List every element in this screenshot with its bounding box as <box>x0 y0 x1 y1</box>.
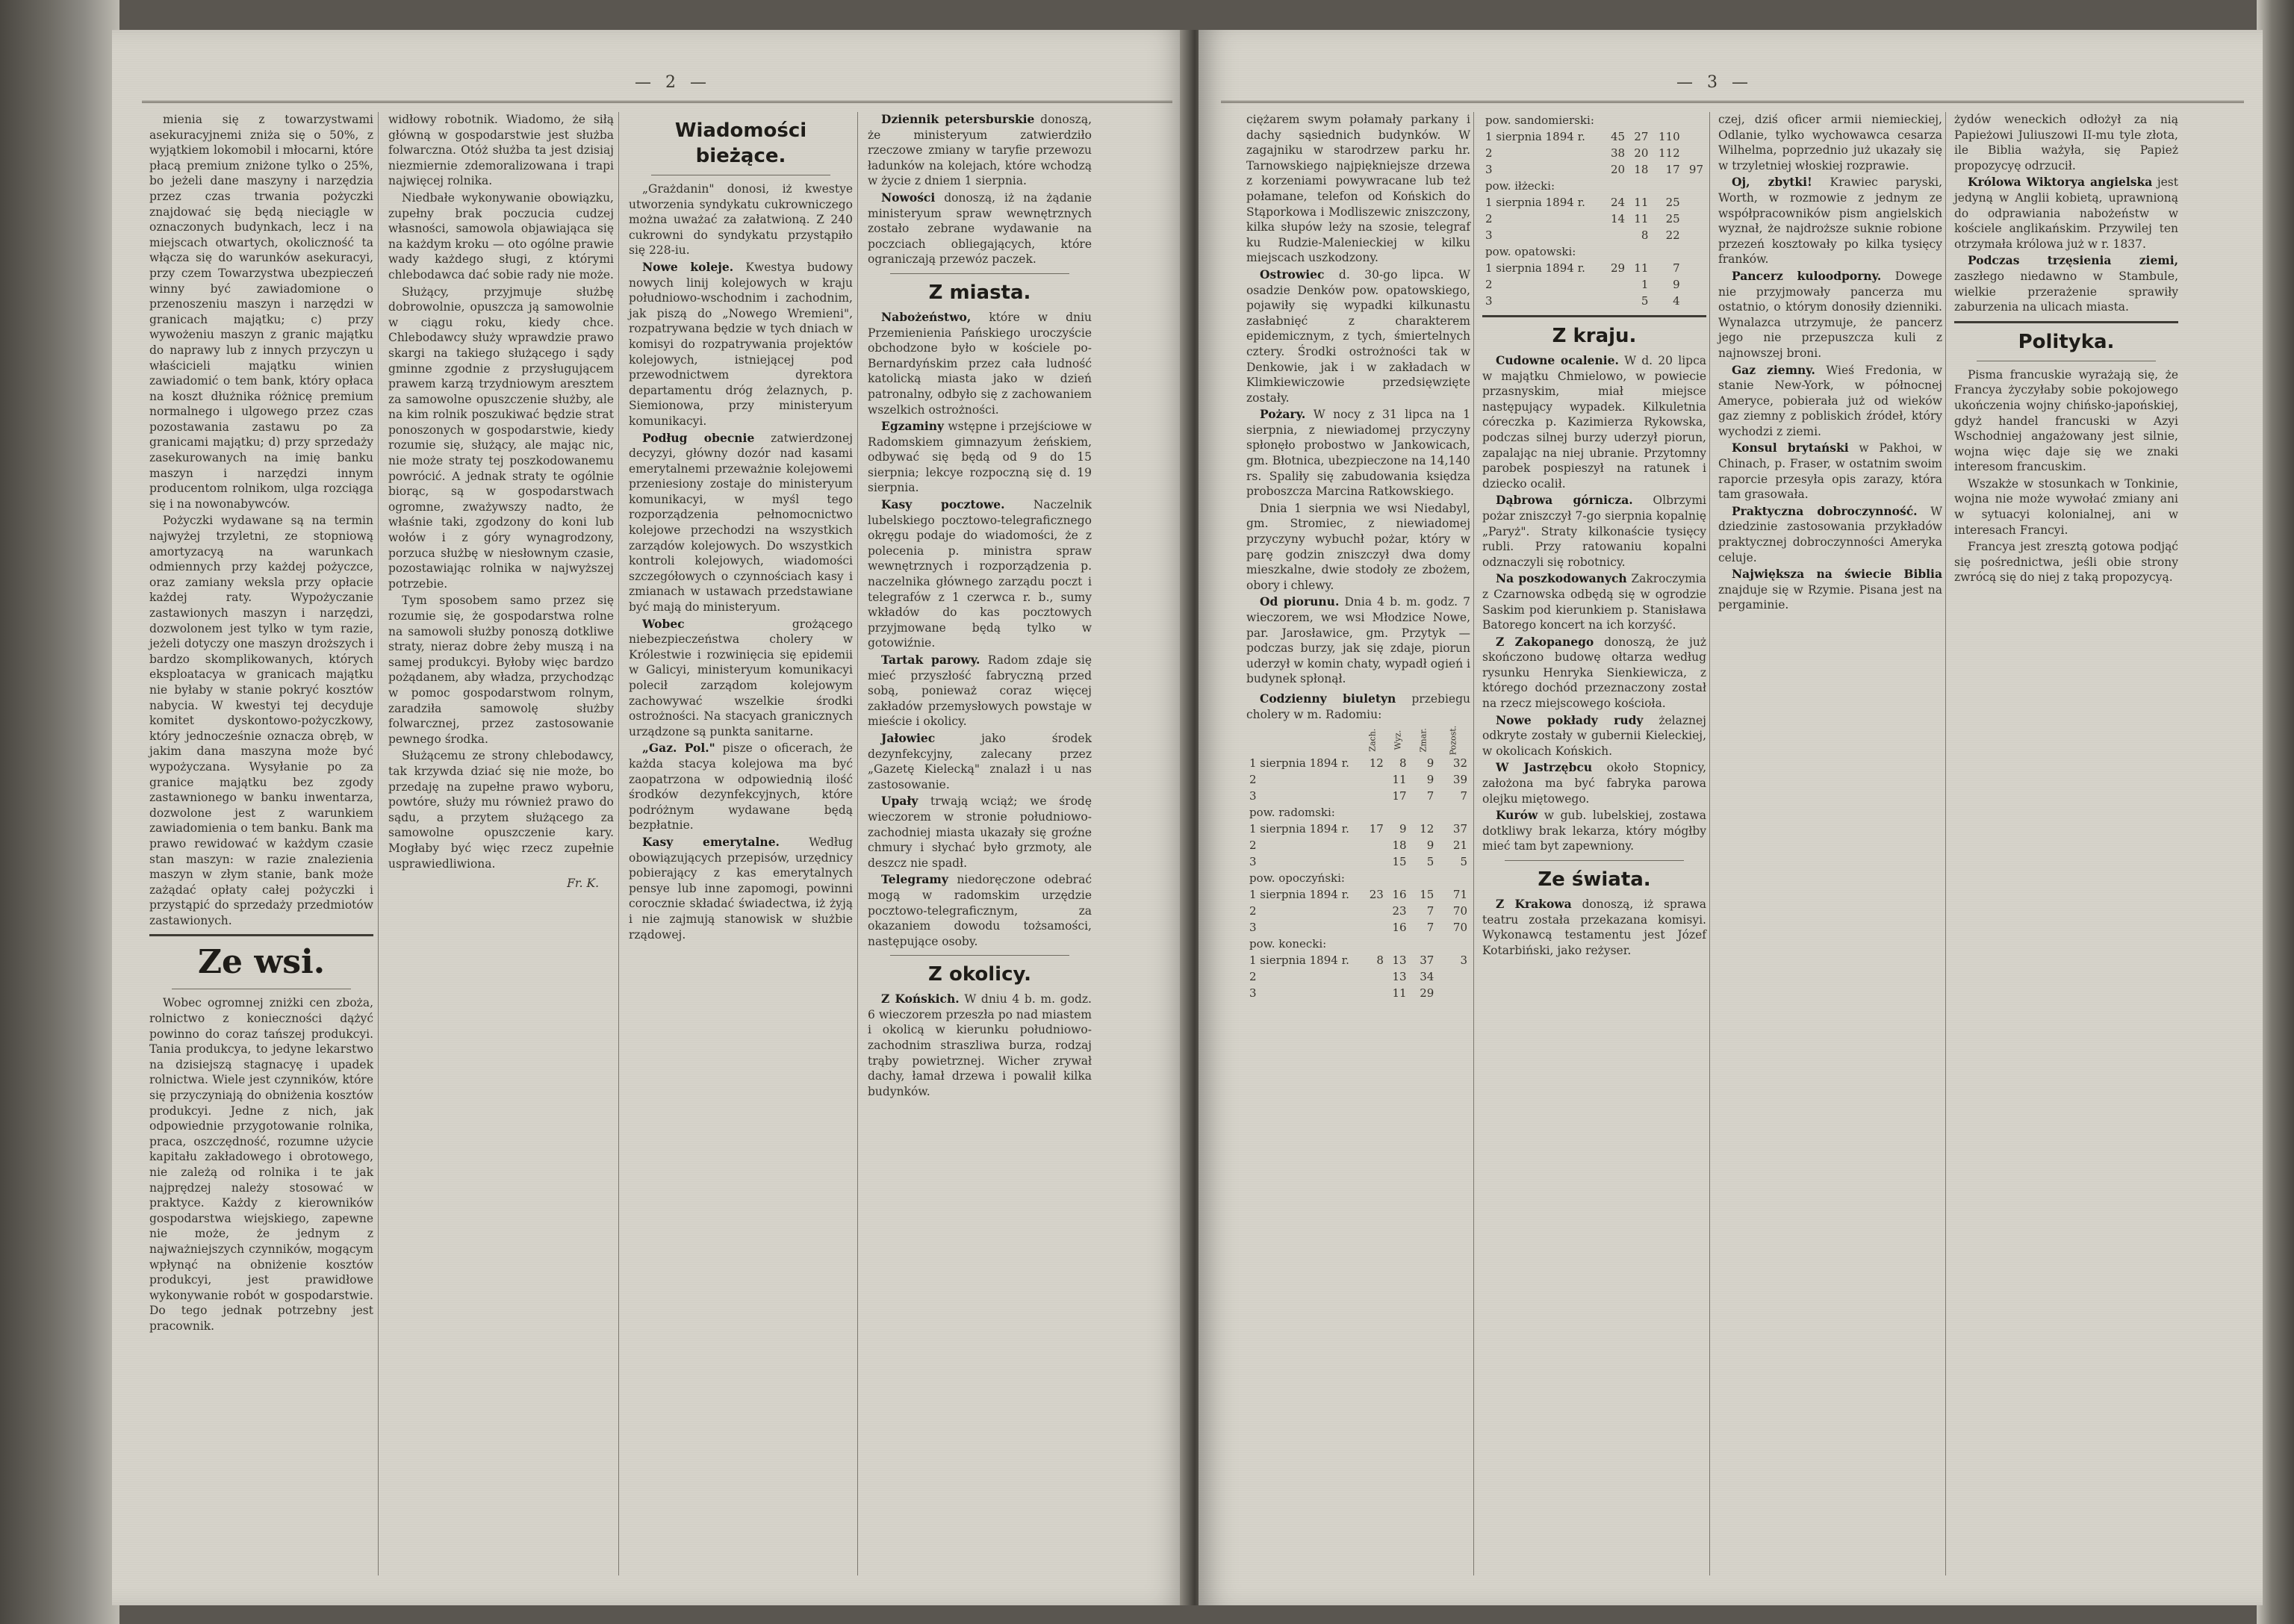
stats-cell: 11 <box>1392 773 1407 787</box>
news-item-text: d. 30-go lipca. W osadzie Denków pow. opatowskiego, pojawiły się wypadki kilkunastu zasłabnięć z charakterem epidemicznym, z tych, śmiertelnych cztery. Środki ostrożności tak w Denkowie, jak i w zakładach w Klimkiewiczowie przedsięwzięte zostały. <box>1246 267 1470 405</box>
news-item <box>629 617 853 740</box>
news-item-text: Kwestya budowy nowych linij kolejowych w kraju południowo-wschodnim i zachodnim, jak piszą do „Nowego Wremieni", rozpatrywana będzie w tych dniach w komisyi do rozpatrywania projektów kolejowych, istniejącej pod przewodnictwem dyrektora departamentu dróg żelaznych, p. Siemionowa, przy ministeryum komunikacyi. <box>629 260 853 428</box>
article-text: Pożyczki wydawane są na termin najwyżej trzyletni, ze stopniową amortyzacyą na warunkach odmiennych przy każdej pożyczce, oraz zamiany weksla przy opłacie każdej raty. Wypożyczanie zastawionych maszyn i narzędzi, dozwolonem jest tylko w tym razie, jeżeli dotyczy one maszyn droższych i bardzo skomplikowanych, których eksploatacya w granicach majątku nie byłaby w stanie pokryć kosztów nabycia. W kwestyi tej decyduje komitet dyskontowo-pożyczkowy, który jednocześnie oznacza obręb, w jakim dana maszyna może być wypożyczana. Wysyłanie po za granice majątku bez zgody zastawnionego w banku inwentarza, dozwolone jest z warunkiem zawiadomienia o tem banku. Bank ma prawo rewidować w każdym czasie stan maszyn: w razie znalezienia maszyn w złym stanie, bank może zażądać opłaty całej pożyczki i przystąpić do sprzedaży przedmiotów zastawionych. <box>149 514 373 927</box>
news-item: „Grażdanin" donosi, iż kwestye utworzenia syndykatu cukrowniczego można uważać za załatwioną. Z 240 cukrowni do syndykatu przystąpiło się 228-iu. <box>629 182 853 258</box>
section-heading-z-miasta: Z miasta. <box>928 281 1031 304</box>
stats-cell: 23 <box>1392 904 1407 918</box>
news-item-title: Praktyczna dobroczynność. <box>1732 503 1918 518</box>
column-rule <box>857 112 858 1575</box>
stats-cell: 45 <box>1611 130 1626 143</box>
stats-cell <box>1437 985 1470 1001</box>
section-divider <box>890 273 1069 274</box>
stats-cell: 8 <box>1376 953 1384 968</box>
stats-cell <box>1360 853 1386 870</box>
news-item <box>1718 363 1942 440</box>
stats-cell: 32 <box>1452 756 1467 771</box>
stats-row <box>1246 821 1470 837</box>
article-text: Wobec ogromnej zniżki cen zboża, rolnictwo z konieczności dążyć powinno do coraz tańszej produkcyi. Tania produkcya, to jedyne lekarstwo na dzisiejszą stagnacyę i upadek rolnictwa. Wiele jest czynników, które się przyczyniają do obniżenia kosztów produkcyi. Jedne z nich, jak odpowiednie przygotowanie rolnika, praca, oszczędność, rozumne użycie kapitału zakładowego i obrotowego, nie zależą od rolnika i te jak najprędzej należy stosować w praktyce. Każdy z kierowników gospodarstwa wiejskiego, zapewne nie może, że jednym z najważniejszych czynników, mogącym wpłynąć na obniżenie kosztów produkcyi, jest prawidłowe wykonywanie robót w gospodarstwie. Do tego jednak potrzebny jest pracownik. <box>149 996 373 1333</box>
stats-row <box>1482 227 1706 243</box>
stats-cell: 20 <box>1634 146 1649 160</box>
stats-cell <box>1605 276 1628 293</box>
stats-row <box>1482 145 1706 161</box>
stats-group-label: pow. iłżecki: <box>1485 179 1555 193</box>
stats-group-row <box>1482 178 1706 194</box>
news-item <box>868 310 1092 417</box>
stats-cell <box>1605 227 1628 243</box>
news-item <box>1954 253 2178 314</box>
news-item-title: Kasy pocztowe. <box>881 497 1005 512</box>
column-rule <box>378 112 379 1575</box>
stats-cell: 7 <box>1426 904 1434 918</box>
right-header-rule <box>1221 101 2244 103</box>
stats-cell: 110 <box>1659 130 1680 143</box>
news-item-text: Krawiec paryski, Worth, w rozmowie z jednym ze współpracowników pism angielskich wyznał, że najdroższe suknie robione przezeń kosztowały po kilka tysięcy franków. <box>1718 175 1943 267</box>
right-page <box>1199 30 2263 1605</box>
news-item <box>1482 713 1706 759</box>
news-item-text: W nocy z 31 lipca na 1 sierpnia, z niewiadomej przyczyny spłonęło probostwo w Jankowicach, gm. Błotnica, ubezpieczone na 14,140 rs. Spaliły się zabudowania księdza proboszcza Marcina Ratkowskiego. <box>1246 408 1470 499</box>
news-item-title: Wobec <box>642 616 685 631</box>
news-item-text: pisze o oficerach, że każda stacya kolejowa ma być zaopatrzona w odpowiednią ilość środków dezynfekcyjnych, które podróżnym wydawane będą bezpłatnie. <box>629 741 853 833</box>
article-text: Dnia 1 sierpnia we wsi Niedabyl, gm. Stromiec, z niewiadomej przyczyny wybuchł pożar, który w parę godzin zniszczył dwa domy mieszkalne, dwie stodoły ze zbożem, obory i chlewy. <box>1246 501 1470 592</box>
section-heading-ze-swiata: Ze świata. <box>1538 868 1651 891</box>
article-signature: Fr. K. <box>567 877 599 891</box>
article-text: Służący, przyjmuje służbę dobrowolnie, opuszcza ją samowolnie w ciągu roku, kiedy chce. Chlebodawcy służy wprawdzie prawo skargi na takiego służącego i sądy gminne zgodnie z przysługującem prawem karzą trzydniowym aresztem za samowolne opuszczenie służby, ale na kim rolnik poszukiwać będzie strat ponoszonych w gospodarstwie, kiedy rozumie się, służący, ale mając nic, nie może straty tej poszkodowanemu powrócić. A jednak straty te ogólnie biorąc, są w gospodarstwach ogromne, zważywszy nadto, że właśnie taki, zgodzony do koni lub wołów i z góry wynagrodzony, porzuca służbę w niesłownym czasie, pozostawiając rolnika w najwyższej potrzebie. <box>388 284 614 591</box>
stats-cell: 37 <box>1420 953 1434 968</box>
stats-cell: 34 <box>1420 970 1434 984</box>
news-item <box>1482 571 1706 632</box>
news-item-title: Z Końskich. <box>881 992 960 1007</box>
book-binding-left <box>0 0 119 1624</box>
article-text: Niedbałe wykonywanie obowiązku, zupełny brak poczucia cudzej własności, samowola objawiająca się na każdym kroku — oto ogólne prawie wady każdego sługi, z którymi chlebodawca dać sobie rady nie może. <box>388 190 614 281</box>
stats-cell: 15 <box>1392 855 1407 869</box>
section-heading-wiadomosci: Wiadomości bieżące. <box>674 119 807 167</box>
news-item-text: w Pakhoi, w Chinach, p. Fraser, w ostatnim swoim raporcie przesyła opis zarazy, która tam grasowała. <box>1718 441 1942 502</box>
stats-cell: 11 <box>1634 212 1649 225</box>
news-item-text: znajduje się w Rzymie. Pisana jest na pergaminie. <box>1718 582 1942 612</box>
news-item <box>868 872 1092 949</box>
news-item <box>1482 760 1706 806</box>
stats-cell: 17 <box>1392 789 1407 803</box>
stats-cell: 5 <box>1641 294 1649 308</box>
news-item-text: donoszą, że już skończono budowę ołtarza według rysunku Henryka Sienkiewicza, z którego dochód przeznaczony został na rzecz miejscowego kościoła. <box>1482 635 1706 711</box>
stats-row <box>1246 968 1470 985</box>
stats-cell: 7 <box>1426 789 1434 803</box>
article-text: Francya jest zresztą gotowa podjąć się pośrednictwa, jeśli obie strony zwrócą się do niej z taką propozycyą. <box>1954 540 2178 585</box>
news-item <box>1718 567 1942 613</box>
news-item-text: W dziedzinie zastosowania przykładów praktycznej dobroczynności Ameryka celuje. <box>1718 504 1942 564</box>
stats-cell: 2 <box>1485 212 1493 225</box>
news-item <box>868 497 1092 651</box>
stats-title <box>1246 691 1470 722</box>
stats-row <box>1482 194 1706 211</box>
stats-cell: 1 sierpnia 1894 r. <box>1249 756 1349 771</box>
news-item <box>868 112 1092 189</box>
news-item <box>868 992 1092 1099</box>
stats-cell: 2 <box>1485 278 1493 291</box>
section-heading-z-kraju: Z kraju. <box>1552 325 1637 347</box>
news-item-title: Ostrowiec <box>1260 267 1325 281</box>
stats-group-row <box>1246 870 1470 886</box>
stats-cell: 18 <box>1392 839 1407 853</box>
stats-cell: 15 <box>1420 888 1434 902</box>
stats-cell: 3 <box>1460 953 1467 968</box>
stats-cell: 1 sierpnia 1894 r. <box>1249 822 1349 836</box>
news-item-text: zatwierdzonej decyzyi, główny dozór nad kasami emerytalnemi przeważnie kolejowemi przeniesiony zostaje do ministeryum komunikacyi, w myśl tego rozporządzenia pełnomocnictwo kolejowe przechodzi na wszystkich zarządów kolejowych. Do wszystkich kontroli kolejowych, wiadomości szczegółowych o czynnościach kasy i zmianach w ustawach przedstawiane być mają do ministeryum. <box>629 431 853 615</box>
stats-cell: 13 <box>1392 953 1407 968</box>
stats-cell: 9 <box>1426 756 1434 771</box>
news-item-title: Pożary. <box>1260 407 1306 422</box>
article-text: Pisma francuskie wyrażają się, że Francya życzyłaby sobie pokojowego ukończenia wojny chińsko-japońskiej, gdyż handel francuski w Azyi Wschodniej angażowany jest silnie, wojna więc daje się we znaki interesom francuskim. <box>1954 367 2178 474</box>
section-divider <box>1954 321 2178 323</box>
stats-cell: 70 <box>1452 904 1467 918</box>
stats-cell: 12 <box>1420 822 1434 836</box>
stats-cell: 1 sierpnia 1894 r. <box>1485 196 1585 209</box>
news-item-title: Królowa Wiktorya angielska <box>1968 175 2153 190</box>
stats-group-label: pow. opatowski: <box>1485 245 1576 258</box>
article-text: mienia się z towarzystwami asekuracyjnemi zniża się o 50%, z wyjątkiem lokomobil i młocarni, które płacą premium zniżone tylko o 25%, bo jeżeli dane maszyny i narzędzia przez czas trwania pożyczki znajdować się będą nieciągle w oznaczonych budynkach, lecz i na miejscach otwartych, okoliczność ta włącza się do warunków asekuracyi, przy czem Towarzystwa ubezpieczeń winny być zawiadomione o przenoszeniu maszyn i narzędzi w granicach majątku; c) przy wywożeniu maszyn z granic majątku do naprawy lub z innych przyczyn u właścicieli majątku winien zawiadomić o tem bank, który opłaca na koszt dłużnika różnicę premium normalnego i ulgowego przez czas pozostawania zastawu po za granicami majątku; d) przy sprzedaży zasekurowanych na imię banku maszyn i narzędzi innym producentom rolnikom, ulga rozciąga się i na nowonabywców. <box>149 113 373 511</box>
stats-cell: 1 sierpnia 1894 r. <box>1485 261 1585 275</box>
news-item <box>629 431 853 615</box>
stats-cell <box>1360 788 1386 804</box>
news-item <box>1718 504 1942 565</box>
news-item-text: Dowege nie przyjmowały pancerza mu ostatnio, o którym donosiły dzienniki. Wynalazca utrzymuje, że pancerz jego nie przepuszcza kuli z najnowszej broni. <box>1718 269 1942 360</box>
stats-row <box>1246 788 1470 804</box>
news-item-title: Telegramy <box>881 872 948 887</box>
stats-cell: 17 <box>1665 163 1680 176</box>
news-item-text: grożącego niebezpieczeństwa cholery w Królestwie i rozwinięcia się epidemii w Galicyi, ministeryum komunikacyi polecił zarządom kolejowym zachowywać wszelkie środki ostrożności. Na stacyach granicznych urządzone są punkta sanitarne. <box>629 617 853 738</box>
news-item-title: W Jastrzębcu <box>1496 760 1593 775</box>
news-item-text: donoszą, iż na żądanie ministeryum spraw wewnętrznych zostało zebrane wydawanie na poczciach obliegających, które ograniczają przewóz paczek. <box>868 190 1092 267</box>
stats-row <box>1246 919 1470 936</box>
news-item-text: Olbrzymi pożar zniszczył 7-go sierpnia kopalnię „Paryż". Straty kilkonaście tysięcy rubli. Przy ratowaniu kopalni odznaczyli się robotnicy. <box>1482 494 1706 569</box>
newspaper-spread <box>112 30 2263 1605</box>
news-item <box>1718 269 1942 361</box>
stats-cell: 2 <box>1249 773 1257 787</box>
stats-column-header: Pozost. <box>1448 725 1458 756</box>
news-item-title: Nowe pokłady rudy <box>1496 712 1644 727</box>
news-item-title: Gaz ziemny. <box>1732 362 1815 377</box>
stats-cell: 16 <box>1392 921 1407 935</box>
stats-cell <box>1605 293 1628 309</box>
news-item-text: które w dniu Przemienienia Pańskiego uroczyście obchodzone było w kościele po-Bernardyńskim przez cała ludność katolicką miasta jako w dzień patronalny, odbyło się z zachowaniem wszelkich ostrożności. <box>868 310 1092 417</box>
stats-cell: 17 <box>1369 822 1384 836</box>
right-column-2 <box>1479 112 1709 1583</box>
left-page-number: — 2 — <box>635 73 711 92</box>
column-rule <box>1945 112 1946 1575</box>
stats-cell: 7 <box>1673 261 1680 275</box>
stats-cell: 8 <box>1399 756 1407 771</box>
news-item <box>1482 808 1706 854</box>
news-item-text: jako środek dezynfekcyjny, zalecany przez „Gazetę Kielecką" znalazł i u nas zastosowanie. <box>868 731 1092 791</box>
stats-title-rest: przebiegu cholery w m. Radomiu: <box>1246 691 1470 721</box>
stats-cell: 18 <box>1634 163 1649 176</box>
stats-cell <box>1360 968 1386 985</box>
stats-title-bold: Codzienny biuletyn <box>1260 691 1396 706</box>
stats-group-row <box>1246 936 1470 952</box>
stats-row <box>1482 211 1706 227</box>
news-item-text: Radom zdaje się mieć przyszłość fabryczną przed sobą, ponieważ coraz więcej zakładów przemysłowych powstaje w mieście i okolicy. <box>868 653 1092 729</box>
news-item <box>1718 441 1942 502</box>
stats-cell: 7 <box>1426 921 1434 935</box>
stats-cell: 13 <box>1392 970 1407 984</box>
stats-cell: 3 <box>1485 228 1493 242</box>
stats-cell: 5 <box>1460 855 1467 869</box>
left-column-2 <box>385 112 617 1583</box>
stats-cell: 8 <box>1641 228 1649 242</box>
stats-row <box>1482 276 1706 293</box>
stats-cell: 112 <box>1659 146 1680 160</box>
news-item <box>629 260 853 429</box>
news-item <box>1246 594 1470 687</box>
stats-cell: 11 <box>1634 196 1649 209</box>
news-item-text: trwają wciąż; we środę wieczorem w stronie południowo-zachodniej miasta ukazały się groźne chmury i słychać było grzmoty, ale deszcz nie spadł. <box>868 794 1092 870</box>
stats-row <box>1482 260 1706 276</box>
stats-row <box>1246 903 1470 919</box>
stats-group-row <box>1482 112 1706 128</box>
stats-cell: 5 <box>1426 855 1434 869</box>
stats-cell: 16 <box>1392 888 1407 902</box>
stats-cell: 39 <box>1452 773 1467 787</box>
stats-row <box>1246 952 1470 968</box>
news-item-title: Od piorunu. <box>1260 594 1340 609</box>
column-rule <box>618 112 619 1575</box>
stats-group-label: pow. sandomierski: <box>1485 113 1594 127</box>
stats-row <box>1246 755 1470 771</box>
stats-cell: 97 <box>1688 163 1703 176</box>
stats-cell: 3 <box>1249 789 1257 803</box>
news-item <box>1482 353 1706 491</box>
news-item <box>1246 407 1470 500</box>
news-item-title: Podług obecnie <box>642 430 755 445</box>
section-heading-ze-wsi: Ze wsi. <box>197 943 326 982</box>
stats-cell: 12 <box>1369 756 1384 771</box>
article-text: czej, dziś oficer armii niemieckiej, Odlanie, tylko wychowawca cesarza Wilhelma, poprzednio już ukazały się w trzyletniej włoskiej rozprawie. <box>1718 113 1942 172</box>
news-item-title: Nowości <box>881 190 936 205</box>
news-item-text: Zakroczymia z Czarnowska odbędą się w ogrodzie Saskim pod kierunkiem p. Stanisława Batorego koncert na ich korzyść. <box>1482 572 1706 632</box>
stats-cell <box>1360 837 1386 853</box>
right-column-4 <box>1951 112 2181 1583</box>
left-column-3 <box>626 112 856 1583</box>
news-item-text: w gub. lubelskiej, zostawa dotkliwy brak lekarza, który mógłby mieć tam byt zapewniony. <box>1482 809 1706 853</box>
right-column-1 <box>1243 112 1473 1583</box>
news-item-title: Z Zakopanego <box>1496 634 1594 649</box>
stats-header-row <box>1246 724 1470 755</box>
news-item <box>868 190 1092 267</box>
article-text: żydów weneckich odłożył za nią Papieżowi Juliuszowi II-mu tyle złota, ile Biblia ważyła, się Papież propozycyę odrzucił. <box>1954 113 2178 172</box>
stats-group-label: pow. radomski: <box>1249 806 1335 820</box>
stats-cell: 25 <box>1665 196 1680 209</box>
news-item-title: Podczas trzęsienia ziemi, <box>1968 253 2178 268</box>
stats-cell: 7 <box>1460 789 1467 803</box>
stats-row <box>1482 161 1706 178</box>
stats-cell: 23 <box>1369 888 1384 902</box>
stats-cell: 1 <box>1641 278 1649 291</box>
news-item-title: Z Krakowa <box>1496 897 1572 911</box>
stats-cell: 27 <box>1634 130 1649 143</box>
news-item-title: Największa na świecie Biblia <box>1732 567 1942 582</box>
news-item-title: Egzaminy <box>881 419 945 434</box>
left-column-1 <box>146 112 376 1583</box>
news-item <box>1954 175 2178 252</box>
stats-cell: 29 <box>1611 261 1626 275</box>
article-text: Wszakże w stosunkach w Tonkinie, wojna nie może wywołać zmiany ani w sytuacyi kolonialnej, ani w interesach Francyi. <box>1954 476 2178 537</box>
article-text: Służącemu ze strony chlebodawcy, tak krzywda dziać się nie może, bo przedaję na zupełne prawo wyboru, powtóre, służy mu również prawo do sądu, a przytem służącego za samowolne opuszczenie kary. Mogłaby być więc rzecz zupełnie usprawiedliwiona. <box>388 749 614 871</box>
stats-cell <box>1360 919 1386 936</box>
stats-cell: 9 <box>1426 839 1434 853</box>
stats-cell <box>1437 968 1470 985</box>
news-item-title: Oj, zbytki! <box>1732 175 1812 190</box>
left-page <box>112 30 1187 1605</box>
news-item <box>1482 635 1706 712</box>
left-column-4 <box>865 112 1095 1583</box>
stats-cell: 4 <box>1673 294 1680 308</box>
stats-group-row <box>1246 804 1470 821</box>
stats-cell: 14 <box>1611 212 1626 225</box>
news-item-title: Tartak parowy. <box>881 653 980 667</box>
news-item-title: Nowe koleje. <box>642 259 734 274</box>
news-item <box>629 741 853 833</box>
news-item-title: Na poszkodowanych <box>1496 571 1627 586</box>
stats-cell: 2 <box>1249 970 1257 984</box>
news-item-title: Jałowiec <box>881 730 936 745</box>
news-item <box>1482 897 1706 958</box>
stats-row <box>1482 128 1706 145</box>
stats-cell: 37 <box>1452 822 1467 836</box>
stats-cell: 71 <box>1452 888 1467 902</box>
news-item <box>868 653 1092 729</box>
stats-cell: 9 <box>1673 278 1680 291</box>
stats-column-header: Zach. <box>1368 728 1378 752</box>
stats-row <box>1246 853 1470 870</box>
stats-cell <box>1360 903 1386 919</box>
article-text: widłowy robotnik. Wiadomo, że siłą główną w gospodarstwie jest służba folwarczna. Otóż służba ta jest dzisiaj niezmiernie zdemoralizowana i trapi najwięcej rolnika. <box>388 113 614 188</box>
article-text: ciężarem swym połamały parkany i dachy sąsiednich budynków. W zagajniku w starodrzew parku hr. Tarnowskiego najpiękniejsze drzewa z korzeniami powywracane lub też połamane, telefon od Końskich do Stąporkowa i Modliszewic zniszczony, kilka słupów leży na szosie, telegraf ku Rudzie-Malenieckiej w kilku miejscach uszkodzony. <box>1246 113 1470 265</box>
stats-cell: 1 sierpnia 1894 r. <box>1249 953 1349 968</box>
section-divider <box>1482 315 1706 317</box>
stats-cell: 11 <box>1634 261 1649 275</box>
stats-cell: 2 <box>1249 904 1257 918</box>
right-page-number: — 3 — <box>1676 73 1753 92</box>
section-divider <box>890 955 1069 956</box>
stats-cell: 21 <box>1452 839 1467 853</box>
stats-cell: 25 <box>1665 212 1680 225</box>
stats-cell: 22 <box>1665 228 1680 242</box>
stats-row <box>1246 985 1470 1001</box>
news-item <box>1246 267 1470 405</box>
stats-cell: 2 <box>1485 146 1493 160</box>
news-item-text: wstępne i przejściowe w Radomskiem gimnazyum żeńskiem, odbywać się będą od 9 do 15 sierpnia; lekcye rozpoczną się d. 19 sierpnia. <box>868 420 1092 495</box>
stats-row <box>1246 771 1470 788</box>
news-item-title: Dąbrowa górnicza. <box>1496 493 1633 508</box>
news-item <box>1718 175 1942 267</box>
news-item-text: donoszą, iż sprawa teatru została przekazana komisyi. Wykonawcą testamentu jest Józef Kotarbiński, jako reżyser. <box>1482 897 1707 957</box>
stats-column-header: Wyz. <box>1393 729 1403 750</box>
news-item-text: około Stopnicy, założona ma być fabryka parowa olejku miętowego. <box>1482 761 1706 806</box>
stats-cell: 29 <box>1420 986 1434 1001</box>
stats-cell: 9 <box>1426 773 1434 787</box>
news-item-text: niedoręczone odebrać mogą w radomskim urzędzie pocztowo-telegraficznym, za okazaniem dowodu tożsamości, następujące osoby. <box>868 873 1092 948</box>
stats-group-label: pow. konecki: <box>1249 937 1327 951</box>
stats-row <box>1246 886 1470 903</box>
stats-cell: 38 <box>1611 146 1626 160</box>
news-item-title: Dziennik petersburskie <box>881 112 1035 126</box>
news-item <box>868 794 1092 871</box>
news-item-text: jest jedyną w Anglii kobietą, uprawnioną do odprawiania nabożeństw w kościele anglikańskim. Przywilej ten otrzymała królowa już w r. 1837. <box>1954 175 2178 251</box>
news-item-text: żelaznej odkryte zostały w gubernii Kieleckiej, w okolicach Końskich. <box>1482 713 1706 758</box>
left-header-rule <box>142 101 1172 103</box>
stats-column-header: Zmar. <box>1417 728 1428 753</box>
news-item-text: Wieś Fredonia, w stanie New-York, w północnej Ameryce, pobierała już od wieków gaz ziemny z pobliskich źródeł, który wychodzi z ziemi. <box>1718 363 1942 438</box>
section-divider <box>1505 860 1684 861</box>
news-item-title: Konsul brytański <box>1732 441 1849 455</box>
news-item-text: Naczelnik lubelskiego pocztowo-telegraficznego okręgu podaje do wiadomości, że z polecenia p. ministra spraw wewnętrznych i rozporządzenia p. naczelnika głównego zarządu poczt i telegrafów z 1 czerwca r. b., sumy wkładów do kas pocztowych przyjmowane będą tylko w gotowiźnie. <box>868 498 1092 650</box>
news-item-title: Kurów <box>1496 808 1538 823</box>
news-item-title: Upały <box>881 794 918 809</box>
news-item <box>868 419 1092 496</box>
right-column-3 <box>1715 112 1945 1583</box>
article-text: Tym sposobem samo przez się rozumie się, że gospodarstwa rolne na samowoli służby ponoszą dotkliwe straty, nieraz dobre żeby muszą i na samej produkcyi. Byłoby więc bardzo pożądanem, aby władza, przychodząc w pomoc gospodarstwom rolnym, zaradziła samowolę służby folwarcznej, przez zastosowanie pewnego środka. <box>388 594 614 746</box>
stats-cell: 2 <box>1249 839 1257 853</box>
stats-row <box>1246 837 1470 853</box>
column-rule <box>1709 112 1710 1575</box>
stats-cell: 3 <box>1485 163 1493 176</box>
stats-group-row <box>1482 243 1706 260</box>
news-item-title: Nabożeństwo, <box>881 309 972 324</box>
news-item <box>1482 493 1706 570</box>
stats-cell: 20 <box>1611 163 1626 176</box>
stats-cell: 70 <box>1452 921 1467 935</box>
stats-row <box>1482 293 1706 309</box>
stats-cell <box>1360 771 1386 788</box>
stats-cell: 3 <box>1249 855 1257 869</box>
stats-cell: 3 <box>1485 294 1493 308</box>
section-divider <box>149 934 373 936</box>
stats-cell: 1 sierpnia 1894 r. <box>1485 130 1585 143</box>
news-item-text: Według obowiązujących przepisów, urzędnicy pobierający z kas emerytalnych pensye lub inne zapomogi, powinni corocznie składać świadectwa, iż żyją i nie zajmują stanowisk w służbie rządowej. <box>629 835 853 942</box>
news-item-title: Kasy emerytalne. <box>642 834 780 849</box>
stats-cell: 3 <box>1249 986 1257 1001</box>
stats-cell: 3 <box>1249 921 1257 935</box>
news-item-text: donoszą, że ministeryum zatwierdziło rzeczowe zmiany w taryfie przewozu ładunków na kolejach, które wchodzą w życie z dniem 1 sierpnia. <box>868 113 1092 188</box>
news-item-text: W d. 20 lipca w majątku Chmielowo, w powiecie przasnyskim, miał miejsce następujący wypadek. Kilkuletnia córeczka p. Kazimierza Rykowska, podczas silnej burzy uderzył piorun, zapalając na niej ubranie. Przytomny parobek pospieszył na ratunek i dziecko ocalił. <box>1482 354 1706 491</box>
news-item-text: zaszłego niedawno w Stambule, wielkie przerażenie sprawiły zaburzenia na ulicach miasta. <box>1954 269 2178 314</box>
stats-cell: 9 <box>1399 822 1407 836</box>
stats-cell: 1 sierpnia 1894 r. <box>1249 888 1349 902</box>
section-heading-polityka: Polityka. <box>2018 330 2115 353</box>
stats-cell <box>1360 985 1386 1001</box>
section-heading-z-okolicy: Z okolicy. <box>928 963 1031 986</box>
stats-group-label: pow. opoczyński: <box>1249 871 1345 886</box>
stats-cell: 11 <box>1392 986 1407 1001</box>
news-item-title: „Gaz. Pol." <box>642 741 715 756</box>
stats-cell: 24 <box>1611 196 1626 209</box>
news-item <box>868 731 1092 792</box>
news-item <box>629 835 853 942</box>
news-item-text: W dniu 4 b. m. godz. 6 wieczorem przeszła po nad miastem i okolicą w kierunku południowo-zachodnim straszliwa burza, rodzaj trąby powietrznej. Wicher zrywał dachy, łamał drzewa i powalił kilka budynków. <box>868 992 1092 1098</box>
cholera-stats-table <box>1246 724 1470 1001</box>
column-rule <box>1473 112 1474 1575</box>
cholera-stats-table-county <box>1482 112 1706 309</box>
news-item-text: Dnia 4 b. m. godz. 7 wieczorem, we wsi Młodzice Nowe, par. Jarosławice, gm. Przytyk — podczas burzy, jak się zdaje, piorun uderzył w komin chaty, wypadł ogień i budynek spłonął. <box>1246 595 1470 686</box>
news-item-title: Pancerz kuloodporny. <box>1732 268 1882 283</box>
news-item-title: Cudowne ocalenie. <box>1496 353 1619 367</box>
